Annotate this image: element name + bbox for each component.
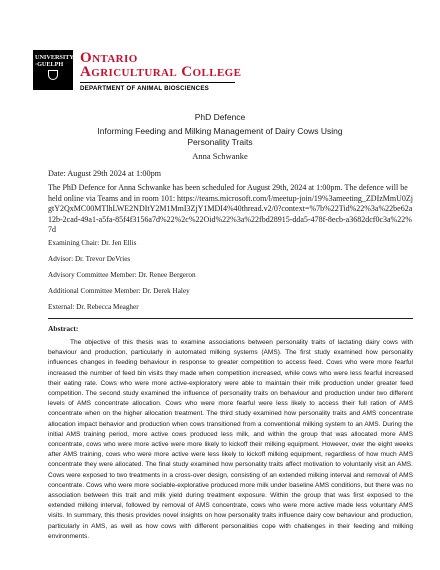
- header-divider: [80, 82, 235, 83]
- college-name: [80, 51, 241, 79]
- committee-list: [48, 239, 196, 319]
- external-examiner: External: Dr. Rebecca Meagher: [48, 303, 139, 311]
- advisor: Advisor: Dr. Trevor DeVries: [48, 255, 131, 263]
- college-line-2: Agricultural College: [80, 64, 242, 80]
- department-name: DEPARTMENT OF ANIMAL BIOSCIENCES: [80, 85, 210, 92]
- logo-line-1: UNIVERSITY: [35, 54, 74, 61]
- letterhead: [33, 50, 413, 95]
- event-kind: PhD Defence: [194, 112, 246, 122]
- abstract-body: The objective of this thesis was to examine associations between personality traits of lactating dairy cows with behaviour and production, particularly in automated milking systems (AMS). The first study examined how personality influences changes in feeding behaviour in response to greater competition to access feed. Cows who were more fearful increased the number of feed bin visits they made when competition increased, while cows who were less fearful increased their eating rate. Cows who were more active-exploratory were able to maintain their milk production under greater feed competition. The second study examined the influence of personality traits on behaviour and production under two different levels of AMS concentrate allocation. Cows who were more fearful were less likely to access their full ration of AMS concentrate when on the higher allocation treatment. The third study examined how personality traits and AMS concentrate allocation impact behavior and production when cows transitioned from a conventional milking system to an AMS. During the initial AMS training period, more active cows produced less milk, and within the group that was allocated more AMS concentrate, cows who were more active were more likely to kickoff their milking equipment. However, over the eight weeks after AMS training, cows who were more active were less likely to kickoff milking equipment, regardless of how much AMS concentrate they were allocated. The final study examined how personality traits affect motivation to voluntarily visit an AMS. Cows were exposed to two treatments in a cross-over design, consisting of an extended milking interval and removal of AMS concentrate. Cows who were more sociable-explorative produced more milk under baseline AMS conditions, but there was no association between this trait and milk yield during treatment exposure. Within the group that was first exposed to the extended milking interval, followed by removal of AMS concentrate, cows who were more active made less voluntary AMS visits. In summary, this thesis provides novel insights on how personality traits influence dairy cow behaviour and production, particularly in AMS, as well as how cows with different personalities cope with challenges in their feeding and milking environments.: [48, 339, 413, 540]
- author-name: Anna Schwanke: [192, 151, 248, 161]
- advisory-member: Advisory Committee Member: Dr. Renee Bergeron: [48, 271, 196, 279]
- examining-chair: Examining Chair: Dr. Jen Ellis: [48, 239, 137, 247]
- logo-line-2: ·GUELPH: [35, 61, 64, 68]
- university-logo: [33, 50, 73, 90]
- section-divider: [48, 318, 413, 319]
- crest-icon: [48, 70, 58, 80]
- abstract-heading: Abstract:: [48, 324, 79, 333]
- college-line-1: Ontario: [80, 50, 138, 66]
- additional-member: Additional Committee Member: Dr. Derek Haley: [48, 287, 190, 295]
- thesis-title: Informing Feeding and Milking Management of Dairy Cows Using Personality Traits: [97, 126, 343, 147]
- defence-intro: The PhD Defence for Anna Schwanke has been scheduled for August 29th, 2024 at 1:00pm. The defence will be held online via Teams and in room 101: https://teams.microsoft.com/l/meetup-join/19%3ameeting_ZDIzMmU0ZjgtY2QxMC00MTlhLWE2NDItY2M1MmI3ZjY1MDI4%40thread.v2/0?context=%7b%22Tid%22%3a%22be62a12b-2cad-49a1-a5fa-85f4f3156a7d%22%2c%22Oid%22%3a%22fbd28915-dda5-478f-8ecb-a3682dcf0c3a%22%7d: [48, 183, 413, 234]
- defence-date: Date: August 29th 2024 at 1:00pm: [48, 169, 162, 178]
